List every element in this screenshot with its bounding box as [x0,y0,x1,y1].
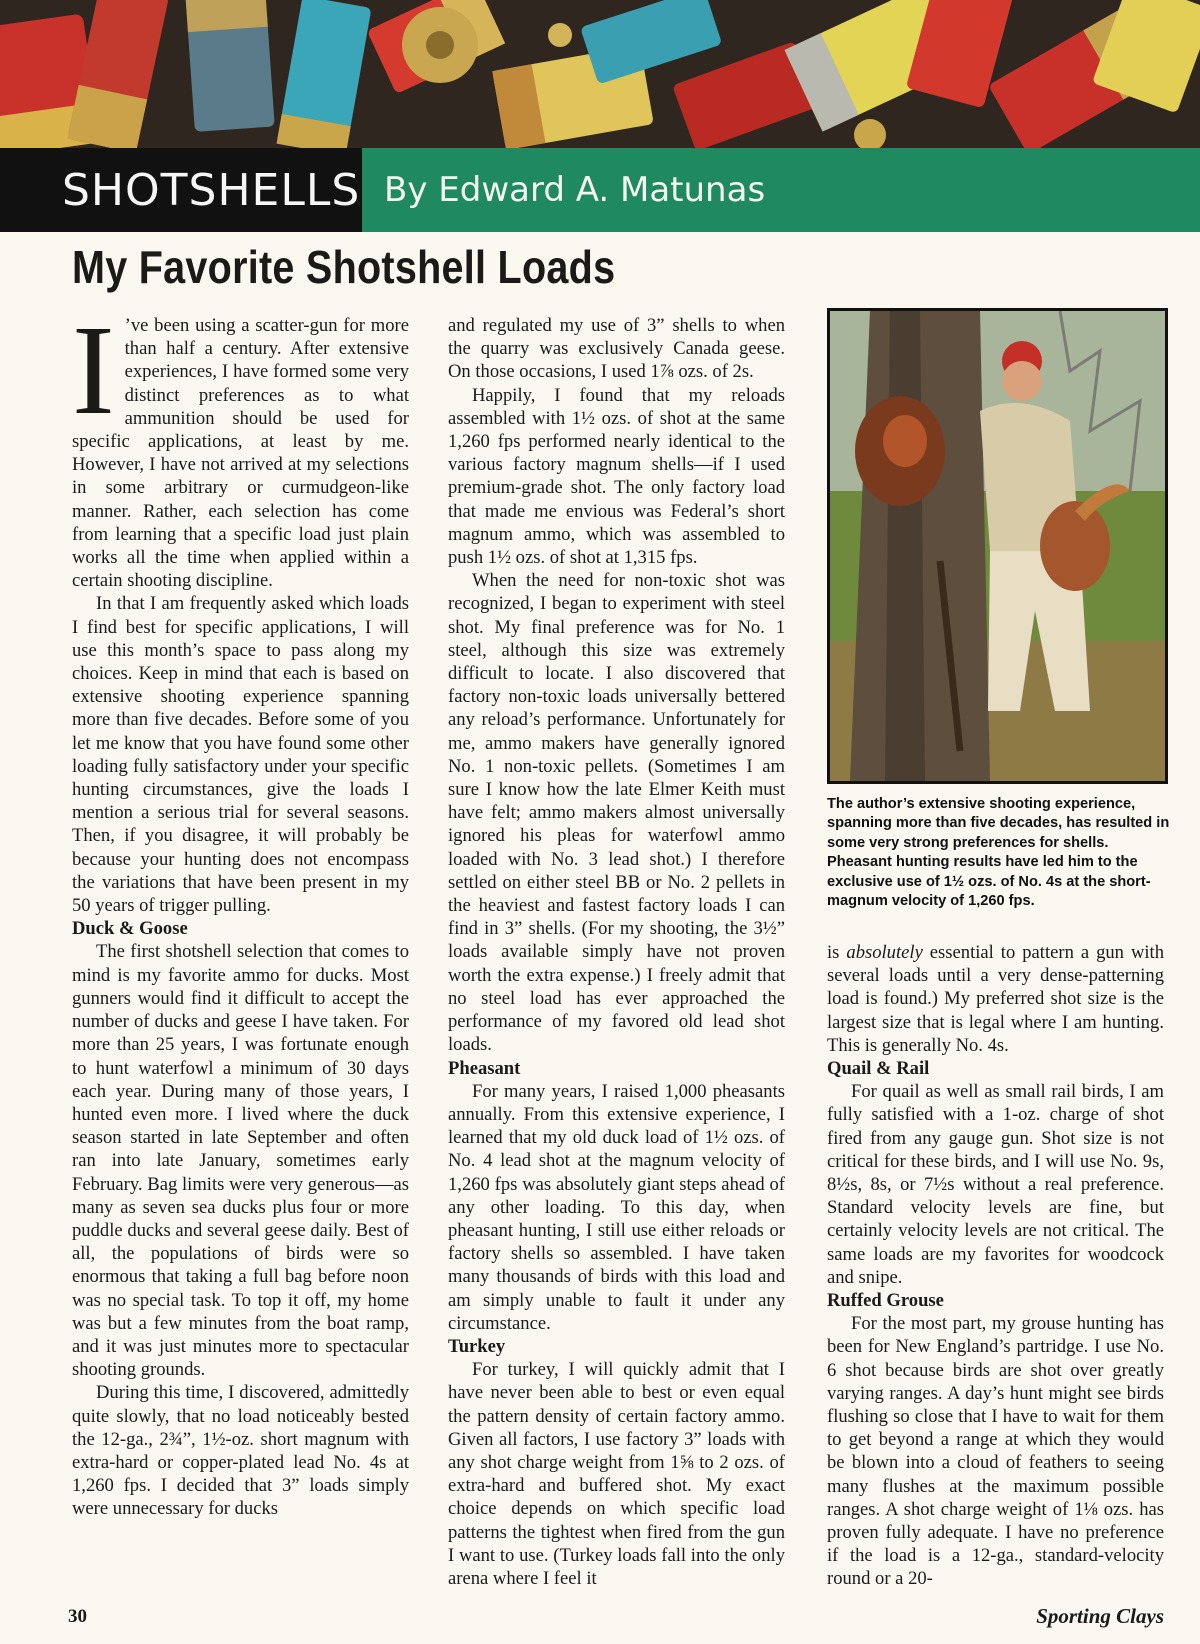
paragraph: In that I am frequently asked which loads I find best for specific applications, I will use this month’s space to pass along my choices. Keep in mind that each is based on extensive shooting experience spanning more than five decades. Before some of you let me know that you have found some other loading fully satisfactory under your specific hunting circumstances, give the loads I mention a serious trial for several seasons. Then, if you disagree, it will probably be because your hunting does not encompass the variations that have been present in my 50 years of trigger pulling. [72,593,409,917]
paragraph: Happily, I found that my reloads assembled with 1½ ozs. of shot at the same 1,260 fps performed nearly identical to the various factory magnum shells—if I used premium-grade shot. The only factory load that made me envious was Federal’s short magnum ammo, which was assembled to push 1½ ozs. of shot at 1,315 fps. [448,384,785,569]
paragraph: When the need for non-toxic shot was recognized, I began to experiment with steel shot. My final preference was for No. 1 steel, although this size was extremely difficult to locate. I also discovered that factory non-toxic loads universally bettered any reload’s performance. Unfortunately for me, ammo makers have generally ignored No. 1 non-toxic pellets. (Sometimes I am sure I know how the late Elmer Keith must have felt; ammo makers almost universally ignored his pleas for waterfowl ammo loaded with No. 3 lead shot.) I therefore settled on either steel BB or No. 2 pellets in the heaviest and fastest factory loads I can find in 3” shells. (For my shooting, the 3½” loads available simply have not proven worth the extra expense.) I freely admit that no steel load has ever approached the performance of my favored old lead shot loads. [448,570,785,1056]
text-run: is [827,942,847,963]
paragraph: and regulated my use of 3” shells to when the quarry was exclusively Canada geese. On those occasions, I used 1⅞ ozs. of 2s. [448,315,785,383]
paragraph: For quail as well as small rail birds, I am fully satisfied with a 1-oz. charge of shot fired from any gauge gun. Shot size is not critical for these birds, and I will use No. 9s, 8½s, 8s, or 7½s without a real preference. Standard velocity levels are fine, but certainly velocity levels are not critical. The same loads are my favorites for woodcock and snipe. [827,1081,1164,1288]
photo-caption: The author’s extensive shooting experience, spanning more than five decades, has resulted in some very strong preferences for shells. Pheasant hunting results have led him to the exclusive use of 1½ ozs. of No. 4s at the short-magnum velocity of 1,260 fps. [827,796,1170,910]
paragraph: During this time, I discovered, admittedly quite slowly, that no load noticeably bested the 12-ga., 2¾”, 1½-oz. short magnum with extra-hard or copper-plated lead No. 4s at 1,260 fps. I decided that 3” loads simply were unnecessary for ducks [72,1382,409,1520]
subhead-quail-rail: Quail & Rail [827,1058,930,1080]
magazine-name: Sporting Clays [1036,1604,1164,1628]
drop-cap: I [72,299,115,441]
subhead-duck-goose: Duck & Goose [72,918,188,940]
shotshell-banner-image [0,0,1200,148]
section-header [0,148,1200,232]
article-headline: My Favorite Shotshell Loads [72,241,616,293]
section-label: SHOTSHELLS [0,148,362,232]
paragraph: ’ve been using a scatter-gun for more than half a century. After extensive experiences, I have formed some very distinct preferences as to what ammunition should be used for specific applications, at least by me. However, I have not arrived at my selections in some arbitrary or curmudgeon-like manner. Rather, each selection has come from learning that a specific load just plain works all the time when applied within a certain shooting discipline. [72,315,409,592]
text-column-2 [448,314,785,1590]
paragraph: For the most part, my grouse hunting has been for New England’s partridge. I use No. 6 shot because birds are shot over greatly varying ranges. A day’s hunt might see birds flushing so close that I have to wait for them to get beyond a range at which they would be blown into a cloud of feathers to seeing many flushes at the maximum possible ranges. A shot charge weight of 1⅛ ozs. has proven fully adequate. I have no preference if the load is a 12-ga., standard-velocity round or a 20- [827,1313,1164,1590]
text-run: essential to pattern a gun with several loads until a very dense-patterning load is found.) My preferred shot size is the largest size that is legal where I am hunting. This is generally No. 4s. [827,942,1164,1056]
paragraph [827,941,1164,1057]
text-column-1 [72,299,409,1521]
author-hunting-photo [827,308,1168,784]
byline: By Edward A. Matunas [362,148,1200,232]
paragraph: The first shotshell selection that comes to mind is my favorite ammo for ducks. Most gunners would find it difficult to accept the number of ducks and geese I have taken. For more than 25 years, I was fortunate enough to hunt waterfowl a minimum of 30 days each year. During many of those years, I hunted even more. I lived where the duck season started in late September and often ran into late January, sometimes early February. Bag limits were very generous—as many as seven sea ducks plus four or more puddle ducks and several geese daily. Best of all, the populations of birds were so enormous that taking a full bag before noon was no special task. To top it off, my home was but a few minutes from the boat ramp, and it was just minutes more to spectacular shooting grounds. [72,941,409,1381]
paragraph: For many years, I raised 1,000 pheasants annually. From this extensive experience, I learned that my old duck load of 1½ ozs. of No. 4 lead shot at the magnum velocity of 1,260 fps was absolutely giant steps ahead of any other loading. To this day, when pheasant hunting, I still use either reloads or factory shells so assembled. I have taken many thousands of birds with this load and am simply unable to fault it under any circumstance. [448,1080,785,1334]
subhead-ruffed-grouse: Ruffed Grouse [827,1290,944,1312]
page-number: 30 [68,1606,87,1627]
emphasis: absolutely [846,942,923,963]
paragraph: For turkey, I will quickly admit that I have never been able to best or even equal the pattern density of certain factory ammo. Given all factors, I use factory 3” loads with any shot charge weight from 1⅝ to 2 ozs. of extra-hard and buffered shot. My exact choice depends on which specific load patterns the tightest when fired from the gun I want to use. (Turkey loads fall into the only arena where I feel it [448,1359,785,1589]
text-column-3 [827,941,1164,1591]
subhead-pheasant: Pheasant [448,1057,521,1079]
subhead-turkey: Turkey [448,1335,506,1357]
